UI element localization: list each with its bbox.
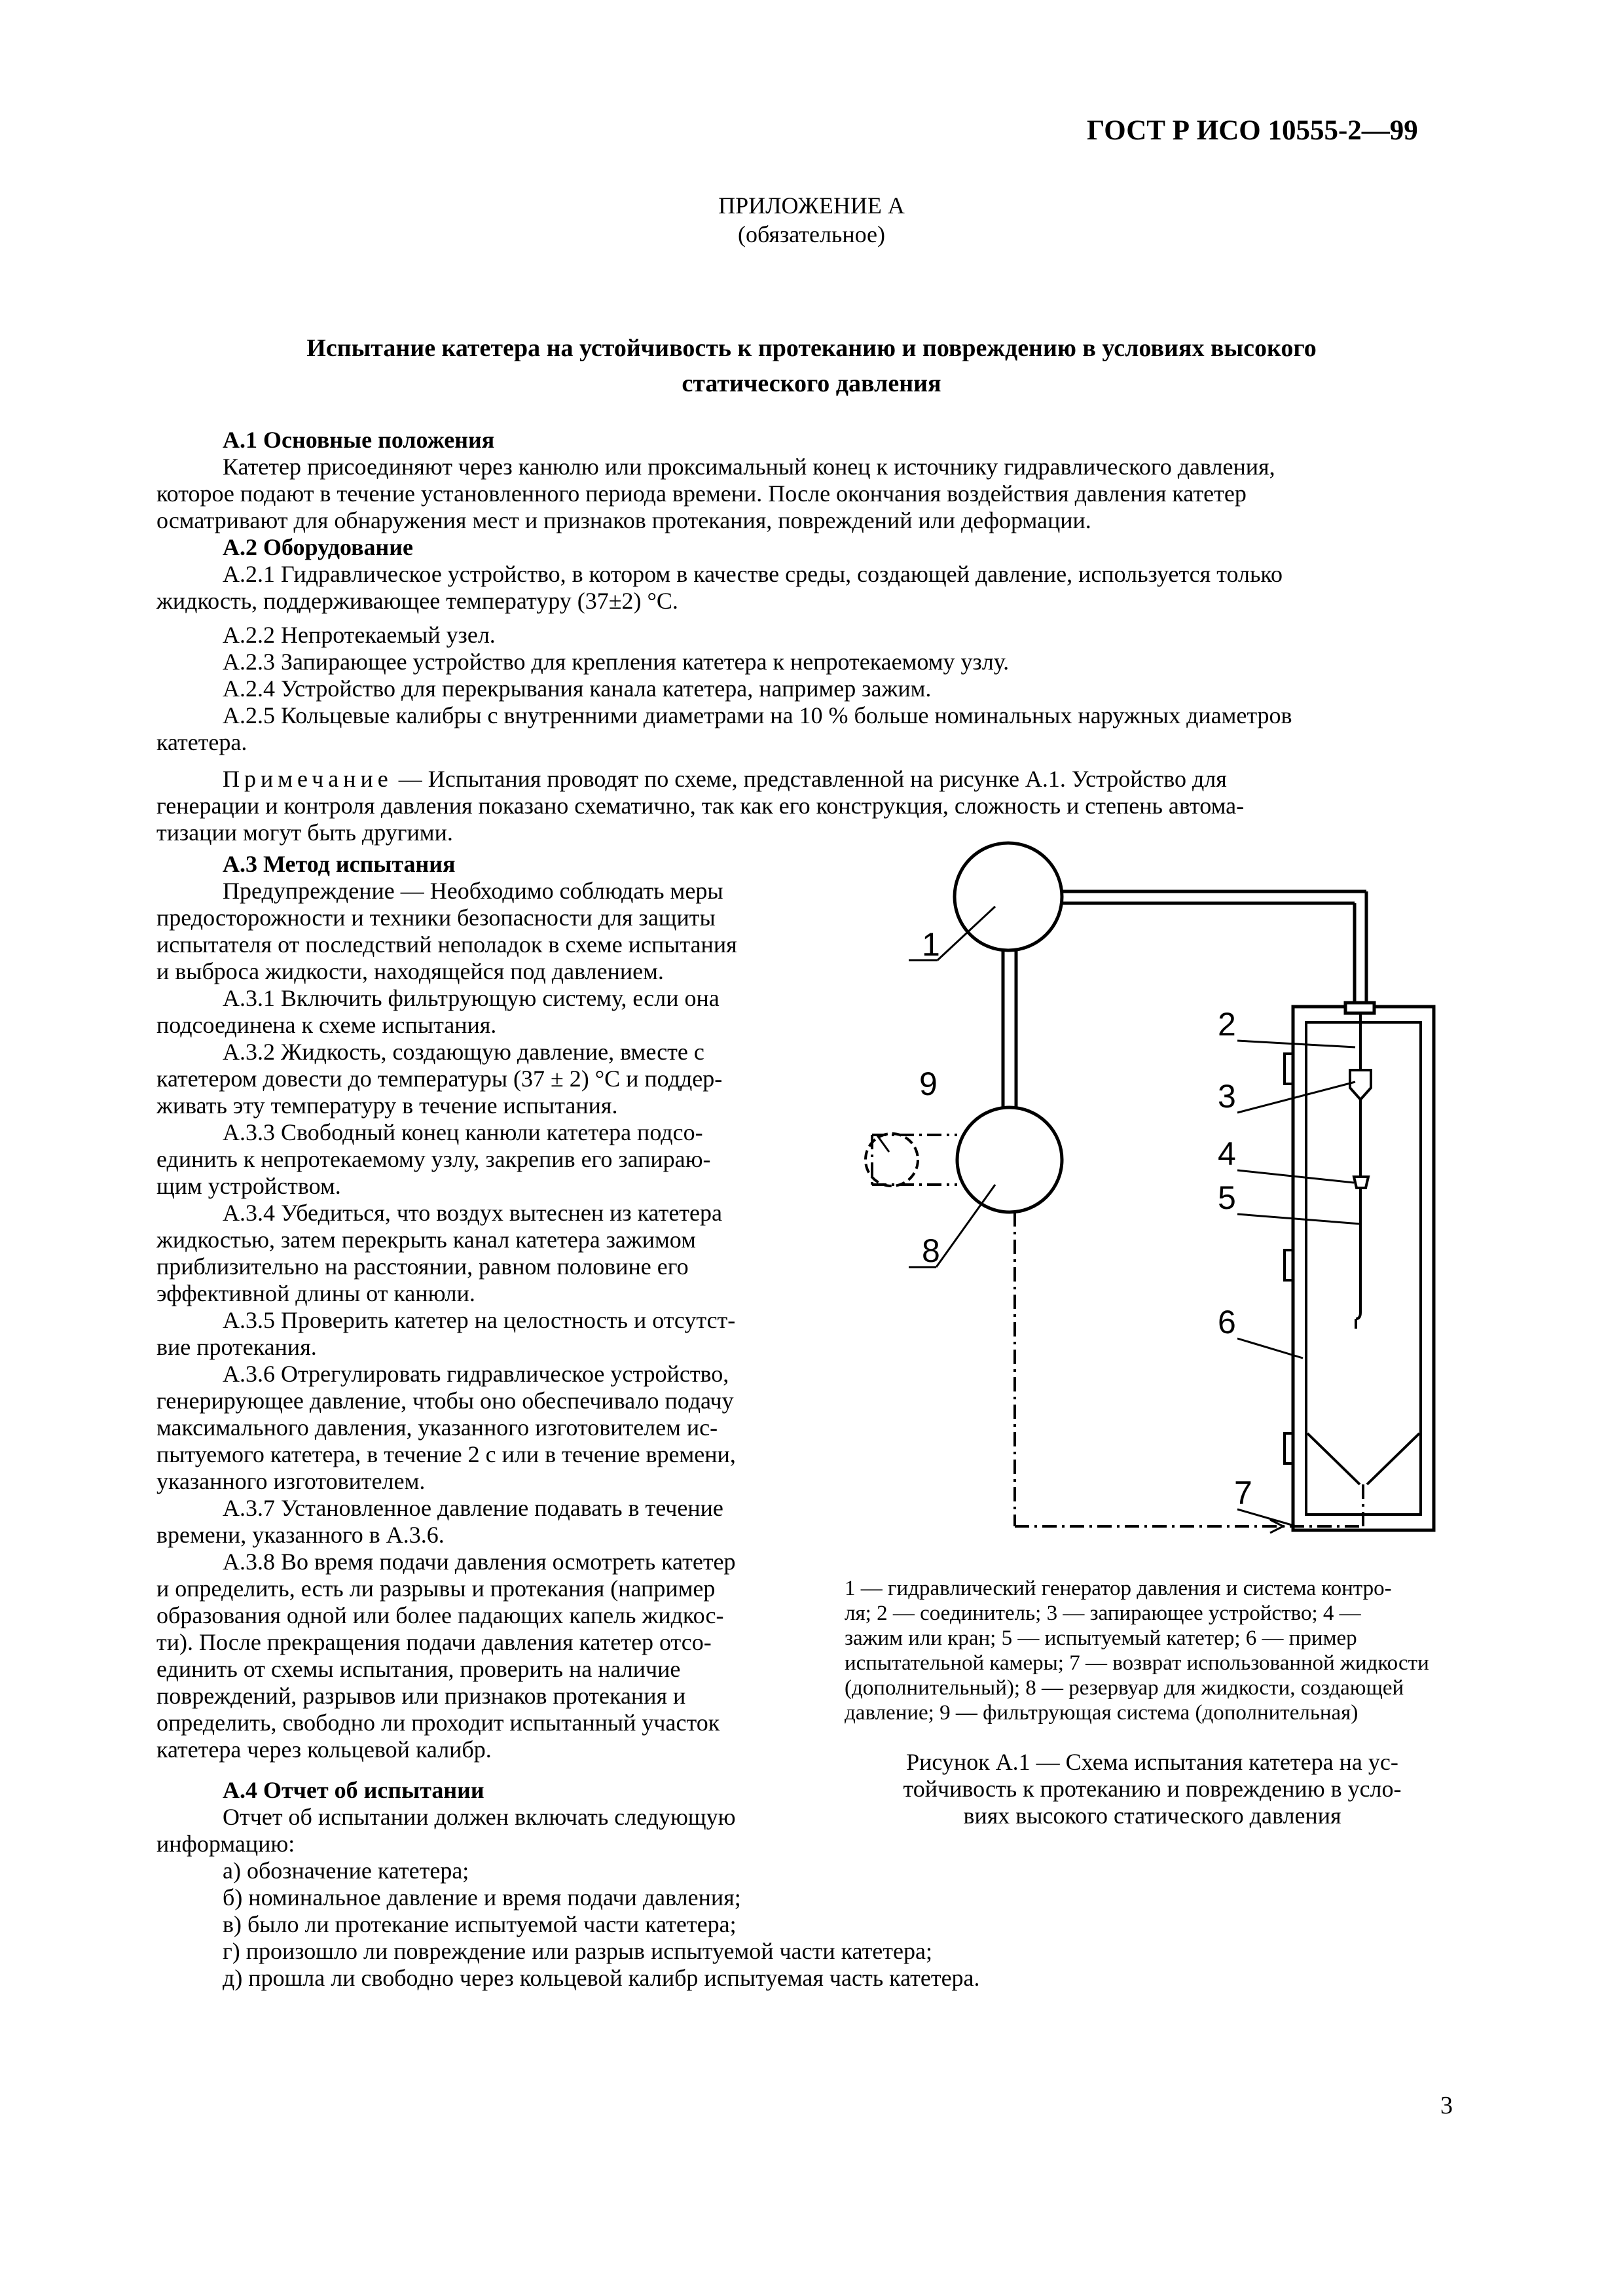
a4-list-item: а) обозначение катетера; — [223, 1857, 469, 1884]
a3-line: пытуемого катетера, в течение 2 с или в течение времени, — [156, 1441, 736, 1467]
note-line-1 — [223, 766, 1227, 793]
a4-list-item: б) номинальное давление и время подачи давления; — [223, 1884, 741, 1910]
note-text: — Испытания проводят по схеме, представленной на рисунке А.1. Устройство для — [398, 766, 1227, 792]
a4-line: информацию: — [156, 1831, 295, 1857]
main-title-line-2: статического давления — [682, 370, 941, 397]
note-line-3: тизации могут быть другими. — [156, 819, 453, 846]
appendix-heading — [0, 191, 1623, 249]
a3-line: Предупреждение — Необходимо соблюдать меры — [223, 878, 723, 904]
a3-line: эффективной длины от канюли. — [156, 1280, 475, 1306]
a2-line: А.2.4 Устройство для перекрывания канала катетера, например зажим. — [223, 675, 932, 702]
a2-line: жидкость, поддерживающее температуру (37±2) °С. — [156, 588, 678, 614]
a3-line: единить от схемы испытания, проверить на наличие — [156, 1656, 681, 1682]
a2-line: А.2.5 Кольцевые калибры с внутренними диаметрами на 10 % больше номинальных наружных диаметров — [223, 702, 1292, 728]
main-title-line-1: Испытание катетера на устойчивость к протеканию и повреждению в условиях высокого — [306, 334, 1317, 362]
a3-line: генерирующее давление, чтобы оно обеспечивало подачу — [156, 1388, 734, 1414]
legend-line: давление; 9 — фильтрующая система (дополнительная) — [845, 1701, 1359, 1725]
a3-line: предосторожности и техники безопасности для защиты — [156, 905, 716, 931]
filter-circle — [866, 1134, 918, 1186]
legend-line: 1 — гидравлический генератор давления и система контро- — [845, 1577, 1392, 1600]
a4-list-item: г) произошло ли повреждение или разрыв испытуемой части катетера; — [223, 1938, 932, 1964]
a1-line: которое подают в течение установленного периода времени. После окончания воздействия давления катетер — [156, 480, 1247, 507]
note-line-2: генерации и контроля давления показано схематично, так как его конструкция, сложность и степень автома- — [156, 793, 1245, 819]
figure-label-3: 3 — [1218, 1078, 1236, 1115]
legend-line: ля; 2 — соединитель; 3 — запирающее устройство; 4 — — [845, 1602, 1361, 1625]
section-a2-heading: А.2 Оборудование — [223, 534, 414, 560]
main-title — [0, 331, 1623, 401]
section-a1-heading: А.1 Основные положения — [223, 427, 495, 453]
a3-line: вие протекания. — [156, 1334, 317, 1360]
figure-label-8: 8 — [922, 1232, 940, 1269]
a3-line: А.3.4 Убедиться, что воздух вытеснен из катетера — [223, 1200, 722, 1226]
legend-line: зажим или кран; 5 — испытуемый катетер; 6 — пример — [845, 1626, 1357, 1650]
a4-list-item: д) прошла ли свободно через кольцевой калибр испытуемая часть катетера. — [223, 1965, 980, 1991]
standard-code: ГОСТ Р ИСО 10555-2—99 — [1087, 115, 1418, 146]
section-a4-heading: А.4 Отчет об испытании — [223, 1777, 484, 1803]
generator-circle — [955, 843, 1062, 950]
figure-legend — [845, 1576, 1429, 1725]
figure-label-4: 4 — [1218, 1136, 1236, 1172]
legend-line: (дополнительный); 8 — резервуар для жидкости, создающей — [845, 1676, 1404, 1700]
a3-line: А.3.5 Проверить катетер на целостность и отсутст- — [223, 1307, 736, 1333]
a3-line: А.3.7 Установленное давление подавать в течение — [223, 1495, 723, 1521]
a2-line: А.2.1 Гидравлическое устройство, в котором в качестве среды, создающей давление, используется только — [223, 561, 1283, 587]
a3-line: единить к непротекаемому узлу, закрепив его запираю- — [156, 1146, 711, 1172]
a3-line: и выброса жидкости, находящейся под давлением. — [156, 958, 664, 984]
a3-line: и определить, есть ли разрывы и протекания (например — [156, 1575, 716, 1602]
section-a3-heading: А.3 Метод испытания — [223, 851, 456, 877]
a2-line: А.2.2 Непротекаемый узел. — [223, 622, 496, 648]
figure-label-5: 5 — [1218, 1179, 1236, 1216]
figure-label-1: 1 — [922, 926, 940, 963]
a3-line: А.3.8 Во время подачи давления осмотреть катетер — [223, 1549, 736, 1575]
a4-list-item: в) было ли протекание испытуемой части катетера; — [223, 1911, 737, 1937]
a3-line: А.3.3 Свободный конец канюли катетера подсо- — [223, 1119, 703, 1145]
a3-line: образования одной или более падающих капель жидкос- — [156, 1602, 724, 1628]
figure-label-6: 6 — [1218, 1304, 1236, 1340]
figure-caption — [845, 1749, 1460, 1829]
a3-line: щим устройством. — [156, 1173, 341, 1199]
a3-line: ти). После прекращения подачи давления катетер отсо- — [156, 1629, 712, 1655]
figure-a1-diagram — [851, 831, 1473, 1564]
a3-line: А.3.6 Отрегулировать гидравлическое устройство, — [223, 1361, 729, 1387]
caption-line: тойчивость к протеканию и повреждению в усло- — [903, 1776, 1402, 1802]
a3-line: указанного изготовителем. — [156, 1468, 426, 1494]
a3-line: жидкостью, затем перекрыть канал катетера зажимом — [156, 1227, 696, 1253]
a3-line: живать эту температуру в течение испытания. — [156, 1092, 618, 1119]
appendix-subtitle: (обязательное) — [738, 221, 885, 247]
a3-line: А.3.1 Включить фильтрующую систему, если она — [223, 985, 720, 1011]
a3-line: повреждений, разрывов или признаков протекания и — [156, 1683, 686, 1709]
page-number: 3 — [1440, 2092, 1453, 2119]
caption-line: Рисунок А.1 — Схема испытания катетера на ус- — [906, 1749, 1398, 1775]
caption-line: виях высокого статического давления — [963, 1803, 1341, 1829]
figure-label-2: 2 — [1218, 1006, 1236, 1043]
appendix-title: ПРИЛОЖЕНИЕ А — [718, 192, 905, 219]
note-label: Примечание — [223, 766, 393, 792]
figure-label-7: 7 — [1234, 1475, 1252, 1511]
legend-line: испытательной камеры; 7 — возврат использованной жидкости — [845, 1651, 1429, 1675]
a3-line: А.3.2 Жидкость, создающую давление, вместе с — [223, 1039, 704, 1065]
a3-line: испытателя от последствий неполадок в схеме испытания — [156, 931, 737, 958]
a2-line: А.2.3 Запирающее устройство для крепления катетера к непротекаемому узлу. — [223, 649, 1010, 675]
a3-line: времени, указанного в А.3.6. — [156, 1522, 445, 1548]
reservoir-circle — [957, 1107, 1062, 1212]
a3-line: приблизительно на расстоянии, равном половине его — [156, 1253, 689, 1280]
a3-line: подсоединена к схеме испытания. — [156, 1012, 497, 1038]
a3-line: катетером довести до температуры (37 ± 2) °С и поддер- — [156, 1066, 723, 1092]
figure-label-9: 9 — [919, 1066, 938, 1102]
a1-line: Катетер присоединяют через канюлю или проксимальный конец к источнику гидравлического давления, — [223, 454, 1275, 480]
a4-line: Отчет об испытании должен включать следующую — [223, 1804, 736, 1830]
a3-line: максимального давления, указанного изготовителем ис- — [156, 1414, 718, 1441]
a2-line: катетера. — [156, 729, 247, 755]
a3-line: определить, свободно ли проходит испытанный участок — [156, 1710, 720, 1736]
a1-line: осматривают для обнаружения мест и признаков протекания, повреждений или деформации. — [156, 507, 1091, 533]
a3-line: катетера через кольцевой калибр. — [156, 1736, 492, 1763]
